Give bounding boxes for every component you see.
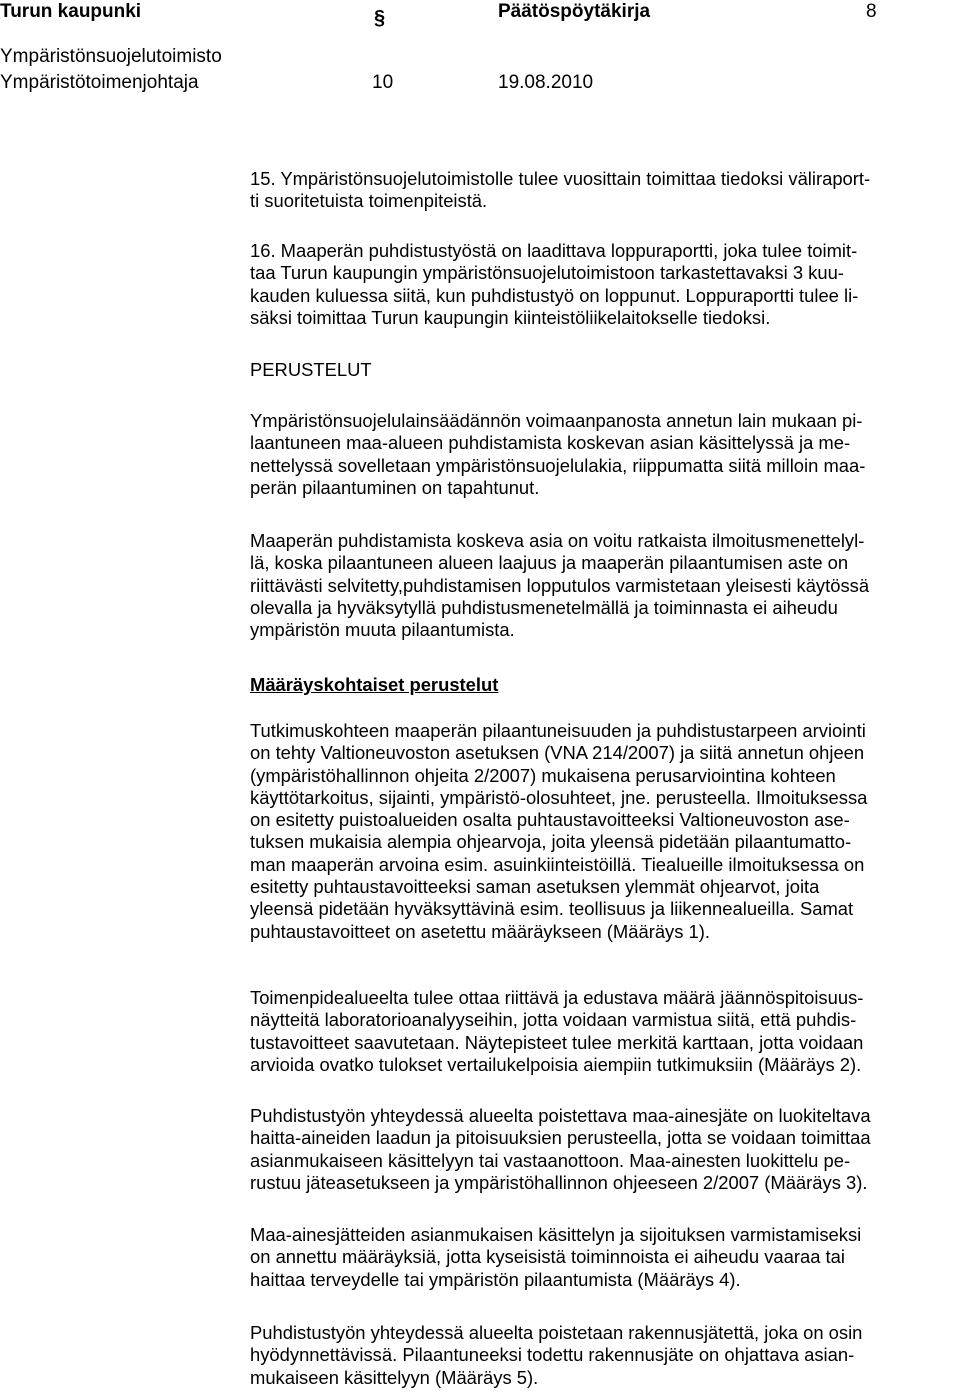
paragraph [250,1224,960,1291]
text-line: laantuneen maa-alueen puhdistamista koskevan asian käsittelyssä ja me- [250,432,851,454]
text-line: man maaperän arvoina esim. asuinkiinteistöillä. Tiealueille ilmoituksessa on [250,853,865,875]
department: Ympäristönsuojelutoimisto [0,46,222,67]
text-line: Maa-ainesjätteiden asianmukaisen käsittelyn ja sijoituksen varmistamiseksi [250,1224,862,1245]
paragraph [250,720,960,943]
text-line: on esitetty puistoalueiden osalta puhtaustavoitteeksi Valtioneuvoston ase- [250,809,850,831]
text-line: Maaperän puhdistamista koskeva asia on voitu ratkaista ilmoitusmenettelyl- [250,530,865,551]
text-line: perän pilaantuminen on tapahtunut. [250,476,540,498]
text-line: Tutkimuskohteen maaperän pilaantuneisuuden ja puhdistustarpeen arviointi [250,720,866,741]
paragraph [250,1322,960,1389]
text-line: tuksen mukaisia alempia ohjearvoja, joita yleensä pidetään pilaantumatto- [250,831,852,853]
text-line: näytteitä laboratorioanalyyseihin, jotta voidaan varmistua siitä, että puhdis- [250,1009,857,1031]
list-item [250,168,960,213]
text-line: taa Turun kaupungin ympäristönsuojelutoimistoon tarkastettavaksi 3 kuu- [250,262,844,284]
text-line: puhtaustavoitteet on asetettu määräykseen (Määräys 1). [250,920,711,942]
text-line: esitetty puhtaustavoitteeksi saman asetuksen ylemmät ohjearvot, joita [250,876,820,898]
paragraph [250,410,960,499]
text-line: olevalla ja hyväksytyllä puhdistusmenetelmällä ja toiminnasta ei aiheudu [250,596,838,618]
text-line: riittävästi selvitetty,puhdistamisen lopputulos varmistetaan yleisesti käytössä [250,574,870,596]
text-line: ympäristön muuta pilaantumista. [250,619,515,641]
text-line: kauden kuluessa siitä, kun puhdistustyö on loppunut. Loppuraportti tulee li- [250,284,859,306]
text-line: asianmukaiseen käsittelyyn tai vastaanottoon. Maa-ainesten luokittelu pe- [250,1149,851,1171]
text-line: säksi toimittaa Turun kaupungin kiinteistöliikelaitokselle tiedoksi. [250,306,771,328]
paragraph [250,530,960,641]
text-line: Toimenpidealueelta tulee ottaa riittävä ja edustava määrä jäännöspitoisuus- [250,987,864,1008]
org-name: Turun kaupunki [0,1,142,22]
text-line: hyödynnettävissä. Pilaantuneeksi todettu rakennusjäte on ohjattava asian- [250,1344,855,1366]
paragraph [250,1105,960,1194]
list-item [250,240,960,329]
text-line: mukaiseen käsittelyyn (Määräys 5). [250,1366,539,1388]
text-line: lä, koska pilaantuneen alueen laajuus ja maaperän pilaantumisen aste on [250,552,849,574]
text-line: on tehty Valtioneuvoston asetuksen (VNA 214/2007) ja siitä annetun ohjeen [250,742,865,764]
paragraph [250,987,960,1076]
doc-type: Päätöspöytäkirja [498,1,651,22]
text-line: haittaa terveydelle tai ympäristön pilaantumista (Määräys 4). [250,1268,741,1290]
text-line: käyttötarkoitus, sijainti, ympäristö-olosuhteet, jne. perusteella. Ilmoituksessa [250,786,868,808]
text-line: on annettu määräyksiä, jotta kyseisistä toiminnoista ei aiheudu vaaraa tai [250,1246,845,1268]
official-title: Ympäristötoimenjohtaja [0,72,199,93]
section-sign-icon [372,6,390,28]
text-line: yleensä pidetään hyväksyttävinä esim. teollisuus ja liikennealueilla. Samat [250,898,854,920]
text-line: 15. Ympäristönsuojelutoimistolle tulee vuosittain toimittaa tiedoksi väliraport- [250,168,871,189]
section-symbol: § [374,7,386,28]
meeting-date: 19.08.2010 [498,72,594,93]
text-line: tustavoitteet saavutetaan. Näytepisteet tulee merkitä karttaan, jotta voidaan [250,1031,864,1053]
item-number: 10 [372,72,394,93]
text-line: (ympäristöhallinnon ohjeita 2/2007) mukaisena perusarviointina kohteen [250,764,836,786]
text-line: nettelyssä sovelletaan ympäristönsuojelulakia, riippumatta siitä milloin maa- [250,454,866,476]
text-line: haitta-aineiden laadun ja pitoisuuksien perusteella, jotta se voidaan toimittaa [250,1127,871,1149]
text-line: Puhdistustyön yhteydessä alueelta poistetaan rakennusjätettä, joka on osin [250,1322,863,1343]
subsection-heading: Määräyskohtaiset perustelut [250,674,499,695]
text-line: ti suoritetuista toimenpiteistä. [250,190,488,212]
section-heading: PERUSTELUT [250,359,372,380]
text-line: rustuu jäteasetukseen ja ympäristöhallinnon ohjeeseen 2/2007 (Määräys 3). [250,1171,868,1193]
text-line: Ympäristönsuojelulainsäädännön voimaanpanosta annetun lain mukaan pi- [250,410,863,431]
text-line: Puhdistustyön yhteydessä alueelta poistettava maa-ainesjäte on luokiteltava [250,1105,871,1126]
page-number: 8 [866,1,877,22]
text-line: 16. Maaperän puhdistustyöstä on laadittava loppuraportti, joka tulee toimit- [250,240,858,261]
text-line: arvioida ovatko tulokset vertailukelpoisia aiempiin tutkimuksiin (Määräys 2). [250,1053,862,1075]
